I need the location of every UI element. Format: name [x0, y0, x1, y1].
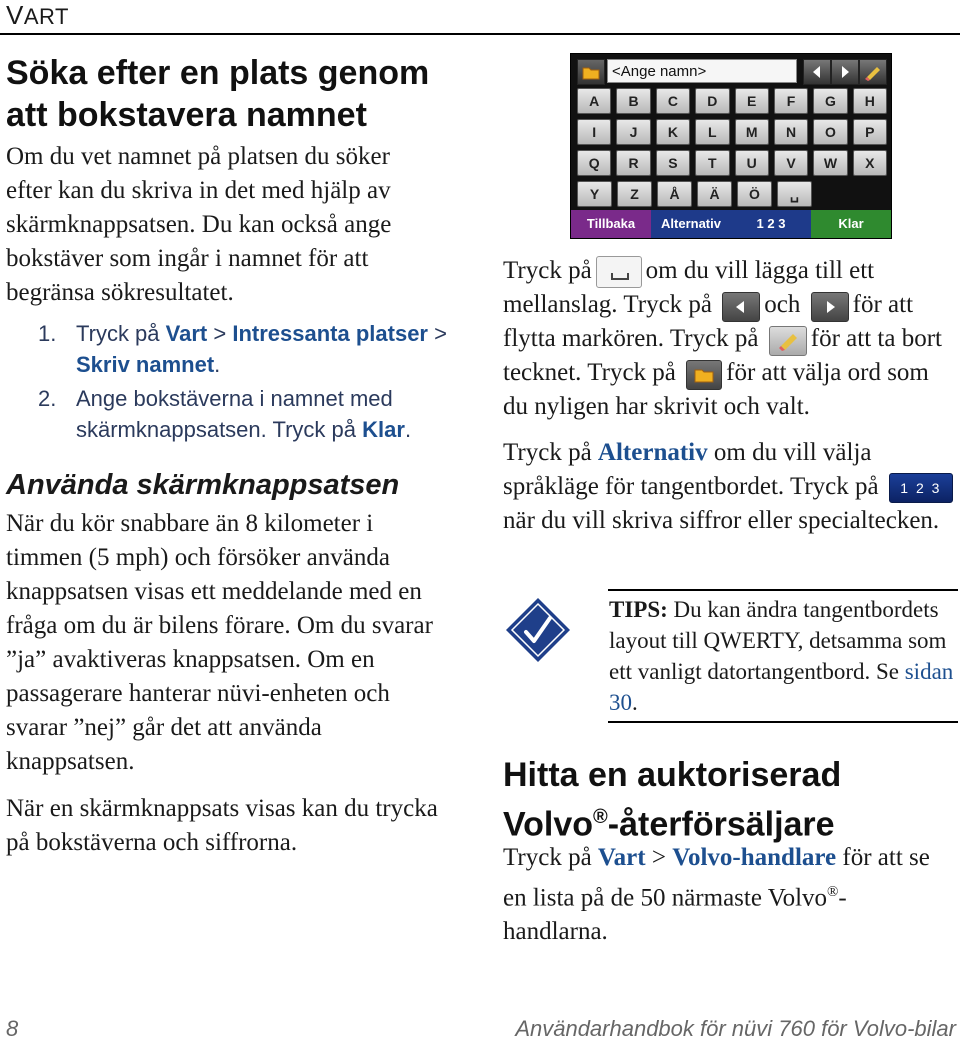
right-arrow-icon [811, 292, 849, 322]
left-arrow-icon [803, 59, 831, 85]
key: I [577, 119, 611, 145]
p3-a: Tryck på [503, 844, 592, 871]
p3-c: -handlarna. [503, 884, 847, 946]
step-2-num: 2. [38, 386, 57, 411]
heading-volvo-a: Hitta en auktoriserad [503, 756, 842, 794]
space-key-icon [596, 256, 642, 288]
keyboard-paragraph-1 [6, 507, 446, 779]
eraser-icon [769, 326, 807, 356]
step-2 [6, 383, 476, 445]
key: Z [617, 181, 652, 207]
p2-c: när du vill skriva siffror eller specialtecken. [503, 507, 940, 534]
key: O [813, 119, 847, 145]
key: G [813, 88, 847, 114]
volvo-dealer-paragraph [503, 841, 948, 949]
intro-text: Om du vet namnet på platsen du söker efter kan du skriva in det med hjälp av skärmknappsatsen. Du kan också ange bokstäver som ingår i namnet för att begränsa sökresultatet. [6, 143, 392, 306]
heading-search-by-name [6, 52, 456, 136]
keyboard-paragraph-2 [6, 792, 466, 860]
right-arrow-icon [831, 59, 859, 85]
step-1-num: 1. [38, 321, 57, 346]
key: ␣ [777, 181, 812, 207]
p1-c: och [764, 291, 801, 319]
key: Q [577, 150, 611, 176]
intro-paragraph [6, 140, 436, 310]
key: A [577, 88, 611, 114]
p1-f: för att välja ord som du nyligen har skrivit och valt. [503, 359, 929, 421]
heading-volvo-dealer [503, 754, 958, 845]
keyboard-screenshot [570, 53, 892, 239]
kw-klar: Klar [362, 417, 405, 442]
heading1-text: Söka efter en plats genom att bokstavera namnet [6, 54, 430, 134]
key: P [853, 119, 887, 145]
keyboard-row [577, 150, 887, 176]
key: Å [657, 181, 692, 207]
key: U [735, 150, 769, 176]
folder-icon [577, 59, 605, 85]
tips-box [609, 594, 959, 718]
key: D [695, 88, 729, 114]
step-1-pre: Tryck på [76, 321, 160, 346]
p1-d: för att flytta markören. Tryck på [503, 291, 914, 353]
key: Ö [737, 181, 772, 207]
key: H [853, 88, 887, 114]
steps-list [6, 318, 476, 445]
para2-text: När en skärmknappsats visas kan du trycka på bokstäverna och siffrorna. [6, 795, 438, 856]
sep: > [213, 321, 227, 346]
footer-title: Användarhandbok för nüvi 760 för Volvo-bilar [515, 1016, 956, 1041]
checkmark-icon [504, 596, 572, 664]
key: T [695, 150, 729, 176]
key: S [656, 150, 690, 176]
key: C [656, 88, 690, 114]
para1-text: När du kör snabbare än 8 kilometer i timmen (5 mph) och försöker använda knappsatsen visas ett meddelande med en fråga om du är bilens förare. Om du svarar ”ja” avaktiveras knappsatsen. Om en passagerare hanterar nüvi-enheten och svarar ”nej” går det att använda knappsatsen. [6, 510, 433, 775]
kw-intressanta: Intressanta platser [232, 321, 428, 346]
key: K [656, 119, 690, 145]
folder-icon [686, 360, 722, 390]
p1-b: om du vill lägga till ett mellanslag. Tryck på [503, 257, 875, 319]
keyboard-bottom-button: Alternativ [651, 210, 731, 238]
kw-alternativ: Alternativ [597, 439, 708, 466]
key: E [735, 88, 769, 114]
tips-top-rule [608, 589, 958, 591]
tips-link[interactable]: sidan 30 [609, 659, 954, 715]
step-2-post: . [404, 417, 412, 442]
eraser-icon [859, 59, 887, 85]
keyboard-top-bar [577, 59, 887, 85]
heading-use-keyboard [6, 468, 456, 502]
p2-a: Tryck på [503, 439, 592, 466]
section-rest: ART [23, 4, 69, 29]
key: L [695, 119, 729, 145]
step-1-post: . [214, 352, 221, 377]
keyboard-buttons-paragraph [503, 254, 958, 424]
alternativ-paragraph [503, 436, 958, 538]
keyboard-bottom-button: 1 2 3 [731, 210, 811, 238]
step-2-pre: Ange bokstäverna i namnet med skärmknappsatsen. Tryck på [76, 386, 393, 442]
heading-reg: ® [593, 806, 608, 828]
key: J [616, 119, 650, 145]
key: R [616, 150, 650, 176]
keyboard-keys [577, 88, 887, 212]
p3-sep: > [651, 844, 666, 871]
p2-b: om du vill välja språkläge för tangentbordet. Tryck på [503, 439, 879, 500]
header-rule [0, 33, 960, 35]
keyboard-row [577, 88, 887, 114]
tips-label: TIPS: [609, 597, 668, 622]
kw-skriv-namnet: Skriv namnet [76, 352, 215, 377]
keyboard-bottom-button: Tillbaka [571, 210, 651, 238]
kw-volvo-handlare: Volvo-handlare [672, 844, 837, 871]
key: V [774, 150, 808, 176]
heading-volvo-b: Volvo [503, 805, 594, 844]
p1-e: för att ta bort tecknet. Tryck på [503, 325, 942, 387]
left-arrow-icon [722, 292, 760, 322]
name-input: <Ange namn> [607, 59, 797, 83]
p1-a: Tryck på [503, 257, 592, 284]
step-1 [6, 318, 476, 380]
key: X [853, 150, 887, 176]
heading2-text: Använda skärmknappsatsen [6, 469, 400, 501]
tips-text: Du kan ändra tangentbordets layout till QWERTY, detsamma som ett vanligt datortangentbord. Se [609, 597, 947, 684]
p3-reg: ® [827, 884, 839, 900]
keyboard-row [577, 119, 887, 145]
kw-vart: Vart [165, 321, 208, 346]
keyboard-row [577, 181, 887, 207]
key: M [735, 119, 769, 145]
p3-b: för att se en lista på de 50 närmaste Volvo [503, 844, 930, 912]
heading-volvo-c: -återförsäljare [607, 805, 835, 844]
key: Y [577, 181, 612, 207]
numbers-button-icon: 1 2 3 [889, 473, 953, 503]
section-header [6, 0, 69, 31]
key: W [813, 150, 847, 176]
sep: > [434, 321, 447, 346]
keyboard-bottom-bar [571, 210, 891, 238]
key: F [774, 88, 808, 114]
page-number: 8 [6, 1016, 19, 1041]
section-cap: V [6, 0, 24, 30]
kw-vart: Vart [597, 844, 646, 871]
keyboard-bottom-button: Klar [811, 210, 891, 238]
key: N [774, 119, 808, 145]
key: B [616, 88, 650, 114]
tips-bottom-rule [608, 721, 958, 723]
key: Ä [697, 181, 732, 207]
tips-end: . [632, 690, 638, 715]
